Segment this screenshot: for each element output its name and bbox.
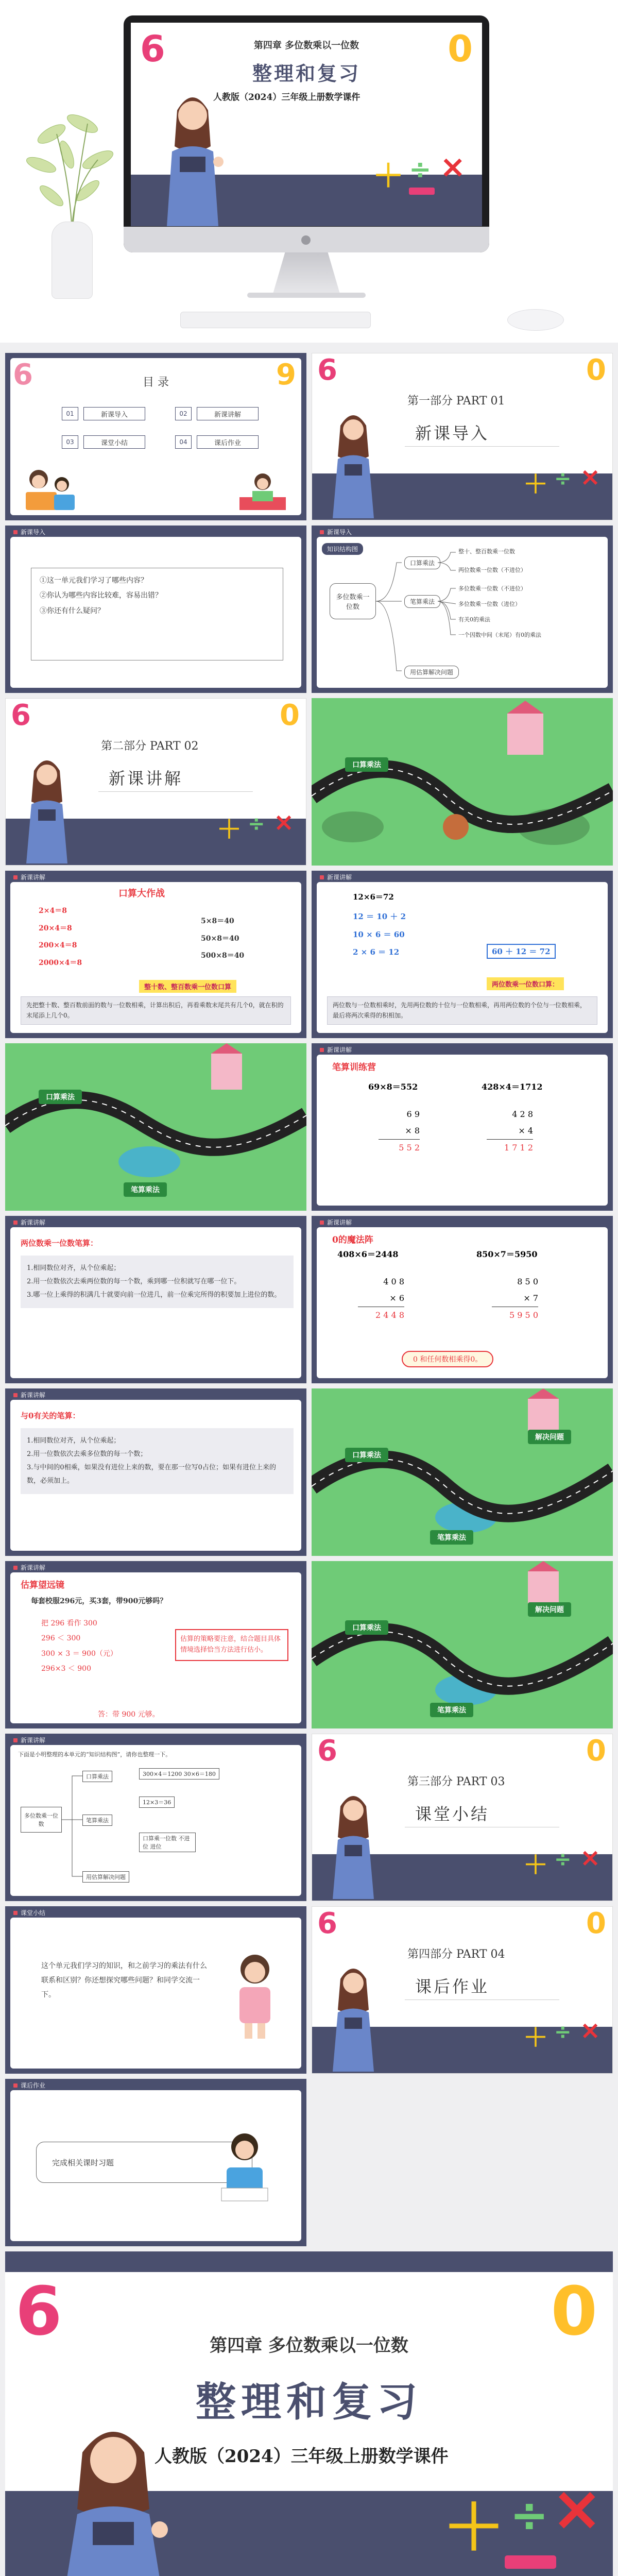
road-label-problem: 解决问题 xyxy=(528,1602,571,1617)
rule-item: 1.相同数位对齐，从个位乘起； xyxy=(27,1264,121,1272)
slide-zero-rules xyxy=(5,1388,306,1556)
divide-icon: ÷ xyxy=(554,467,572,490)
divide-icon: ÷ xyxy=(554,1848,572,1871)
question-1: ①这一单元我们学习了哪些内容？ xyxy=(40,577,148,585)
mindmap-root: 多位数乘一位数 xyxy=(330,583,376,619)
number-six-icon: 6 xyxy=(317,1734,337,1768)
oral2-row: 2 × 6 ＝ 12 xyxy=(353,947,400,957)
final-title: 整理和复习 xyxy=(195,2379,422,2426)
estimate-line: 296×3 ＜ 900 xyxy=(41,1665,91,1673)
oral2-row: 12 ＝ 10 ＋ 2 xyxy=(353,912,406,921)
number-nine-icon: 9 xyxy=(276,358,296,392)
calc-result: 1 7 1 2 xyxy=(504,1143,533,1153)
number-zero-icon: 0 xyxy=(586,1907,606,1940)
plant-illustration xyxy=(21,103,124,232)
vertical-calc-2 xyxy=(492,1274,538,1324)
part-label: 第四部分 PART 04 xyxy=(407,1948,505,1961)
divider xyxy=(405,446,559,447)
calc-result: 5 9 5 0 xyxy=(509,1310,538,1320)
mindmap-leaf: 多位数乘一位数（不进位） xyxy=(458,585,526,592)
times-icon: × xyxy=(551,2473,603,2545)
oral2-eq: 12×6＝72 xyxy=(353,892,394,902)
times-icon: × xyxy=(273,808,295,837)
monitor-stand xyxy=(273,252,340,294)
toc-title: 目 录 xyxy=(143,376,169,389)
review-leaf-3: 口算乘一位数 不进位 进位 xyxy=(139,1833,196,1852)
cover-slide-preview xyxy=(131,23,482,226)
plus-icon: ＋ xyxy=(443,2492,505,2564)
final-chapter: 第四章 多位数乘以一位数 xyxy=(210,2335,408,2356)
mindmap-branch-1: 口算乘法 xyxy=(404,556,440,569)
oral2-row: 10 × 6 ＝ 60 xyxy=(353,929,405,939)
written-eq-1: 69×8＝552 xyxy=(368,1082,418,1092)
number-six-icon: 6 xyxy=(317,353,337,387)
rules-box xyxy=(21,1428,294,1494)
slide-tag: 课后作业 xyxy=(13,2081,45,2090)
question-box xyxy=(31,568,283,660)
estimate-line: 把 296 看作 300 xyxy=(41,1619,97,1628)
zero-eq-1: 408×6＝2448 xyxy=(337,1249,399,1259)
times-icon: × xyxy=(580,2016,601,2045)
teacher-illustration xyxy=(46,2406,180,2576)
oral-tip: 整十数、整百数乘一位数口算 xyxy=(139,980,236,993)
oral-eq: 20×4＝8 xyxy=(39,924,72,933)
toc-item-2[interactable] xyxy=(175,407,259,420)
slide-roadmap-1 xyxy=(312,698,613,866)
rule-item: 2.用一位数依次去乘多位数的每一个数； xyxy=(27,1450,147,1458)
number-six-icon: 6 xyxy=(317,1907,337,1940)
toc-label: 新课讲解 xyxy=(197,407,259,420)
slide-intro-questions xyxy=(5,526,306,693)
number-six-icon: 6 xyxy=(11,699,31,732)
slide-homework xyxy=(5,2079,306,2246)
calc-row: 4 0 8 xyxy=(383,1277,404,1286)
slide-written-rules xyxy=(5,1216,306,1383)
slide-toc xyxy=(5,353,306,520)
mindmap-leaf: 整十、整百数乘一位数 xyxy=(458,548,515,555)
oral-right-list xyxy=(201,913,244,965)
part-title: 课堂小结 xyxy=(415,1804,490,1824)
slide-tag: 课堂小结 xyxy=(13,1908,45,1917)
apple-logo-icon xyxy=(301,235,311,245)
written-eq-2: 428×4＝1712 xyxy=(482,1082,543,1092)
toc-item-1[interactable] xyxy=(62,407,145,420)
oral-eq: 50×8＝40 xyxy=(201,934,239,943)
estimate-hint: 估算的策略要注意，结合题目具体情境选择恰当方法进行估小。 xyxy=(175,1629,288,1661)
mindmap-leaf: 有关0的乘法 xyxy=(458,616,490,623)
cover-title: 整理和复习 xyxy=(252,62,360,85)
times-icon: × xyxy=(440,149,466,185)
slide-oral-2 xyxy=(312,871,613,1038)
review-leaf-1: 300×4＝1200 30×6＝180 xyxy=(139,1768,219,1780)
part-label: 第一部分 PART 01 xyxy=(407,395,505,408)
estimate-lines xyxy=(41,1616,117,1677)
number-zero-icon: 0 xyxy=(586,1734,606,1768)
slide-summary xyxy=(5,1906,306,2074)
slide-tag: 新课导入 xyxy=(13,528,45,536)
slide-zero-magic xyxy=(312,1216,613,1383)
review-branch-1: 口算乘法 xyxy=(82,1771,112,1782)
road-label-problem: 解决问题 xyxy=(528,1430,571,1444)
slide-part-2 xyxy=(5,698,306,866)
road-label-written: 笔算乘法 xyxy=(430,1703,473,1717)
road-label-written: 笔算乘法 xyxy=(124,1182,167,1197)
vertical-calc-2 xyxy=(487,1106,533,1156)
oral-note: 先把整十数、整百数前面的数与一位数相乘，计算出积后，再看乘数末尾共有几个0，就在积的末尾添上几个0。 xyxy=(21,996,291,1025)
homework-box: 完成相关课时习题 xyxy=(36,2142,252,2183)
road-label-oral: 口算乘法 xyxy=(345,1448,388,1462)
slide-tag: 新课讲解 xyxy=(320,1218,352,1227)
slide-part-1 xyxy=(312,353,613,520)
written-heading: 笔算训练营 xyxy=(332,1062,376,1073)
slide-tag: 新课讲解 xyxy=(13,1391,45,1399)
divide-icon: ÷ xyxy=(510,2488,549,2543)
number-zero-icon: 0 xyxy=(280,699,300,732)
toc-item-3[interactable] xyxy=(62,435,145,449)
part-title: 课后作业 xyxy=(415,1977,490,1996)
mindmap-title: 知识结构图 xyxy=(322,543,363,555)
slide-oral-1 xyxy=(5,871,306,1038)
hero-section xyxy=(0,0,618,343)
zero-eq-2: 850×7＝5950 xyxy=(476,1249,538,1259)
vase xyxy=(52,222,93,299)
slide-tag: 新课讲解 xyxy=(13,1218,45,1227)
calc-row: × 7 xyxy=(492,1290,538,1307)
question-3: ③你还有什么疑问？ xyxy=(40,606,105,615)
slide-mindmap xyxy=(312,526,613,693)
road-label-oral: 口算乘法 xyxy=(345,757,388,772)
toc-label: 课堂小结 xyxy=(83,435,145,449)
divider xyxy=(405,1999,559,2000)
kids-books-illustration xyxy=(234,466,291,513)
review-root: 多位数乘一位数 xyxy=(21,1807,62,1833)
mouse xyxy=(507,309,564,331)
slide-tag: 新课导入 xyxy=(320,528,352,536)
oral-eq: 5×8＝40 xyxy=(201,917,234,925)
toc-num: 01 xyxy=(62,407,78,420)
zero-heading: 0的魔法阵 xyxy=(332,1235,373,1245)
review-connectors xyxy=(62,1766,129,1889)
mindmap-branch-2: 笔算乘法 xyxy=(404,595,440,608)
slide-roadmap-2 xyxy=(5,1043,306,1211)
slide-tag: 新课讲解 xyxy=(320,873,352,882)
part-label: 第三部分 PART 03 xyxy=(407,1775,505,1788)
oral2-rows xyxy=(353,908,406,961)
mindmap-leaf: 一个因数中间（末尾）有0的乘法 xyxy=(458,632,541,638)
review-branch-3: 用估算解决问题 xyxy=(82,1871,129,1883)
rule-item: 1.相同数位对齐，从个位乘起； xyxy=(27,1437,121,1445)
minus-icon xyxy=(409,188,435,195)
calc-row: × 8 xyxy=(379,1123,420,1140)
zero-tip: 0 和任何数相乘得0。 xyxy=(402,1351,493,1367)
rule-item: 3.与中间的0相乘，如果没有进位上来的数，要在那一位写0占位；如果有进位上来的数，必须加上。 xyxy=(27,1464,276,1485)
estimate-line: 300 × 3 ＝ 900（元） xyxy=(41,1649,117,1658)
number-zero-icon: 0 xyxy=(586,353,606,387)
calc-row: 8 5 0 xyxy=(517,1277,538,1286)
keyboard xyxy=(180,312,371,328)
mindmap-leaf: 两位数乘一位数（不进位） xyxy=(458,567,526,573)
divider xyxy=(98,791,253,792)
teacher-illustration xyxy=(325,1958,382,2072)
slide-estimate xyxy=(5,1561,306,1728)
cover-subtitle: 人教版（2024）三年级上册数学课件 xyxy=(213,92,360,103)
oral-eq: 2×4＝8 xyxy=(39,907,67,915)
toc-label: 课后作业 xyxy=(197,435,259,449)
teacher-illustration xyxy=(325,1786,382,1899)
calc-row: 4 2 8 xyxy=(512,1109,533,1119)
slide-part-3 xyxy=(312,1734,613,1901)
oral-heading: 口算大作战 xyxy=(118,888,165,899)
plus-icon: ＋ xyxy=(523,1851,548,1879)
review-branch-2: 笔算乘法 xyxy=(82,1815,112,1826)
teacher-illustration xyxy=(325,405,382,518)
part-title: 新课讲解 xyxy=(109,769,183,788)
mindmap-branch-3: 用估算解决问题 xyxy=(404,666,459,679)
calc-row: 6 9 xyxy=(406,1109,420,1119)
toc-label: 新课导入 xyxy=(83,407,145,420)
rule-item: 3.哪一位上乘得的积满几十就要向前一位进几，前一位乘完所得的积要加上进位的数。 xyxy=(27,1291,281,1299)
mindmap-leaf: 多位数乘一位数（进位） xyxy=(458,601,521,607)
kids-reading-illustration xyxy=(21,466,77,513)
monitor-frame xyxy=(124,15,489,252)
slide-written-1 xyxy=(312,1043,613,1211)
road-label-oral: 口算乘法 xyxy=(345,1620,388,1635)
toc-item-4[interactable] xyxy=(175,435,259,449)
slide-tag: 新课讲解 xyxy=(13,873,45,882)
review-leaf-2: 12×3＝36 xyxy=(139,1797,175,1808)
minus-icon xyxy=(505,2555,556,2569)
slide-final-cover xyxy=(5,2251,613,2576)
part-title: 新课导入 xyxy=(415,423,490,443)
number-zero-icon: 0 xyxy=(448,28,473,70)
road-label-oral: 口算乘法 xyxy=(39,1090,82,1104)
divide-icon: ÷ xyxy=(409,154,432,185)
calc-result: 2 4 4 8 xyxy=(375,1310,404,1320)
teacher-illustration xyxy=(19,750,75,863)
slide-tag: 新课讲解 xyxy=(13,1563,45,1572)
rule-item: 2.用一位数依次去乘两位数的每一个数，乘到哪一位积就写在哪一位下。 xyxy=(27,1278,241,1285)
oral-left-list xyxy=(39,903,82,972)
divide-icon: ÷ xyxy=(554,2020,572,2044)
slide-tag: 新课讲解 xyxy=(320,1045,352,1054)
oral-eq: 200×4＝8 xyxy=(39,941,77,950)
number-zero-icon: 0 xyxy=(551,2272,597,2350)
plus-icon: ＋ xyxy=(523,470,548,499)
winding-road xyxy=(312,698,613,866)
monitor-stand-base xyxy=(247,293,366,298)
calc-result: 5 5 2 xyxy=(399,1143,420,1153)
divide-icon: ÷ xyxy=(248,812,265,836)
toc-num: 02 xyxy=(175,407,192,420)
estimate-answer: 答：带 900 元够。 xyxy=(98,1710,160,1719)
rules-title: 与0有关的笔算： xyxy=(21,1411,80,1420)
question-2: ②你认为哪些内容比较难，容易出错？ xyxy=(40,591,162,600)
road-label-written: 笔算乘法 xyxy=(430,1530,473,1545)
student-writing-illustration xyxy=(216,2126,273,2204)
oral2-note: 两位数与一位数相乘时，先用两位数的十位与一位数相乘，再用两位数的个位与一位数相乘，最后将两次乘得的积相加。 xyxy=(327,996,597,1025)
rules-title: 两位数乘一位数笔算： xyxy=(21,1239,98,1248)
student-illustration xyxy=(227,1948,283,2041)
estimate-line: 296 ＜ 300 xyxy=(41,1634,81,1643)
slide-part-4 xyxy=(312,1906,613,2074)
slide-roadmap-3 xyxy=(312,1388,613,1556)
plus-icon: ＋ xyxy=(523,2023,548,2052)
review-intro: 下面是小明整理的本单元的“知识结构图”，请你也整理一下。 xyxy=(18,1751,171,1758)
plus-icon: ＋ xyxy=(217,815,242,844)
oral-eq: 2000×4＝8 xyxy=(39,958,82,967)
slide-roadmap-4 xyxy=(312,1561,613,1728)
number-six-icon: 6 xyxy=(140,28,165,70)
times-icon: × xyxy=(580,1843,601,1872)
toc-num: 04 xyxy=(175,435,192,449)
rules-box xyxy=(21,1256,294,1308)
calc-row: × 4 xyxy=(487,1123,533,1140)
oral-eq: 500×8＝40 xyxy=(201,952,245,960)
vertical-calc-1 xyxy=(358,1274,404,1324)
teacher-illustration xyxy=(151,79,234,226)
oral2-sum: 60 ＋ 12 ＝ 72 xyxy=(487,944,556,959)
monitor-chin xyxy=(124,227,489,252)
oral2-tip: 两位数乘一位数口算： xyxy=(487,977,564,990)
cover-top-band xyxy=(5,2251,613,2272)
vertical-calc-1 xyxy=(379,1106,420,1156)
estimate-question: 每套校服296元，买3套，带900元够吗？ xyxy=(31,1597,167,1605)
number-six-icon: 6 xyxy=(13,358,33,392)
times-icon: × xyxy=(580,463,601,492)
toc-num: 03 xyxy=(62,435,78,449)
final-subtitle: 人教版（2024）三年级上册数学课件 xyxy=(154,2446,449,2467)
calc-row: × 6 xyxy=(358,1290,404,1307)
slide-review xyxy=(5,1734,306,1901)
number-six-icon: 6 xyxy=(15,2272,62,2350)
estimate-heading: 估算望远镜 xyxy=(21,1580,64,1590)
summary-text: 这个单元我们学习的知识，和之前学习的乘法有什么联系和区别？你还想探究哪些问题？和同学交流一下。 xyxy=(41,1962,207,1999)
cover-chapter: 第四章 多位数乘以一位数 xyxy=(253,40,359,51)
part-label: 第二部分 PART 02 xyxy=(101,740,199,753)
plus-icon: ＋ xyxy=(373,158,404,194)
slide-tag: 新课讲解 xyxy=(13,1736,45,1744)
